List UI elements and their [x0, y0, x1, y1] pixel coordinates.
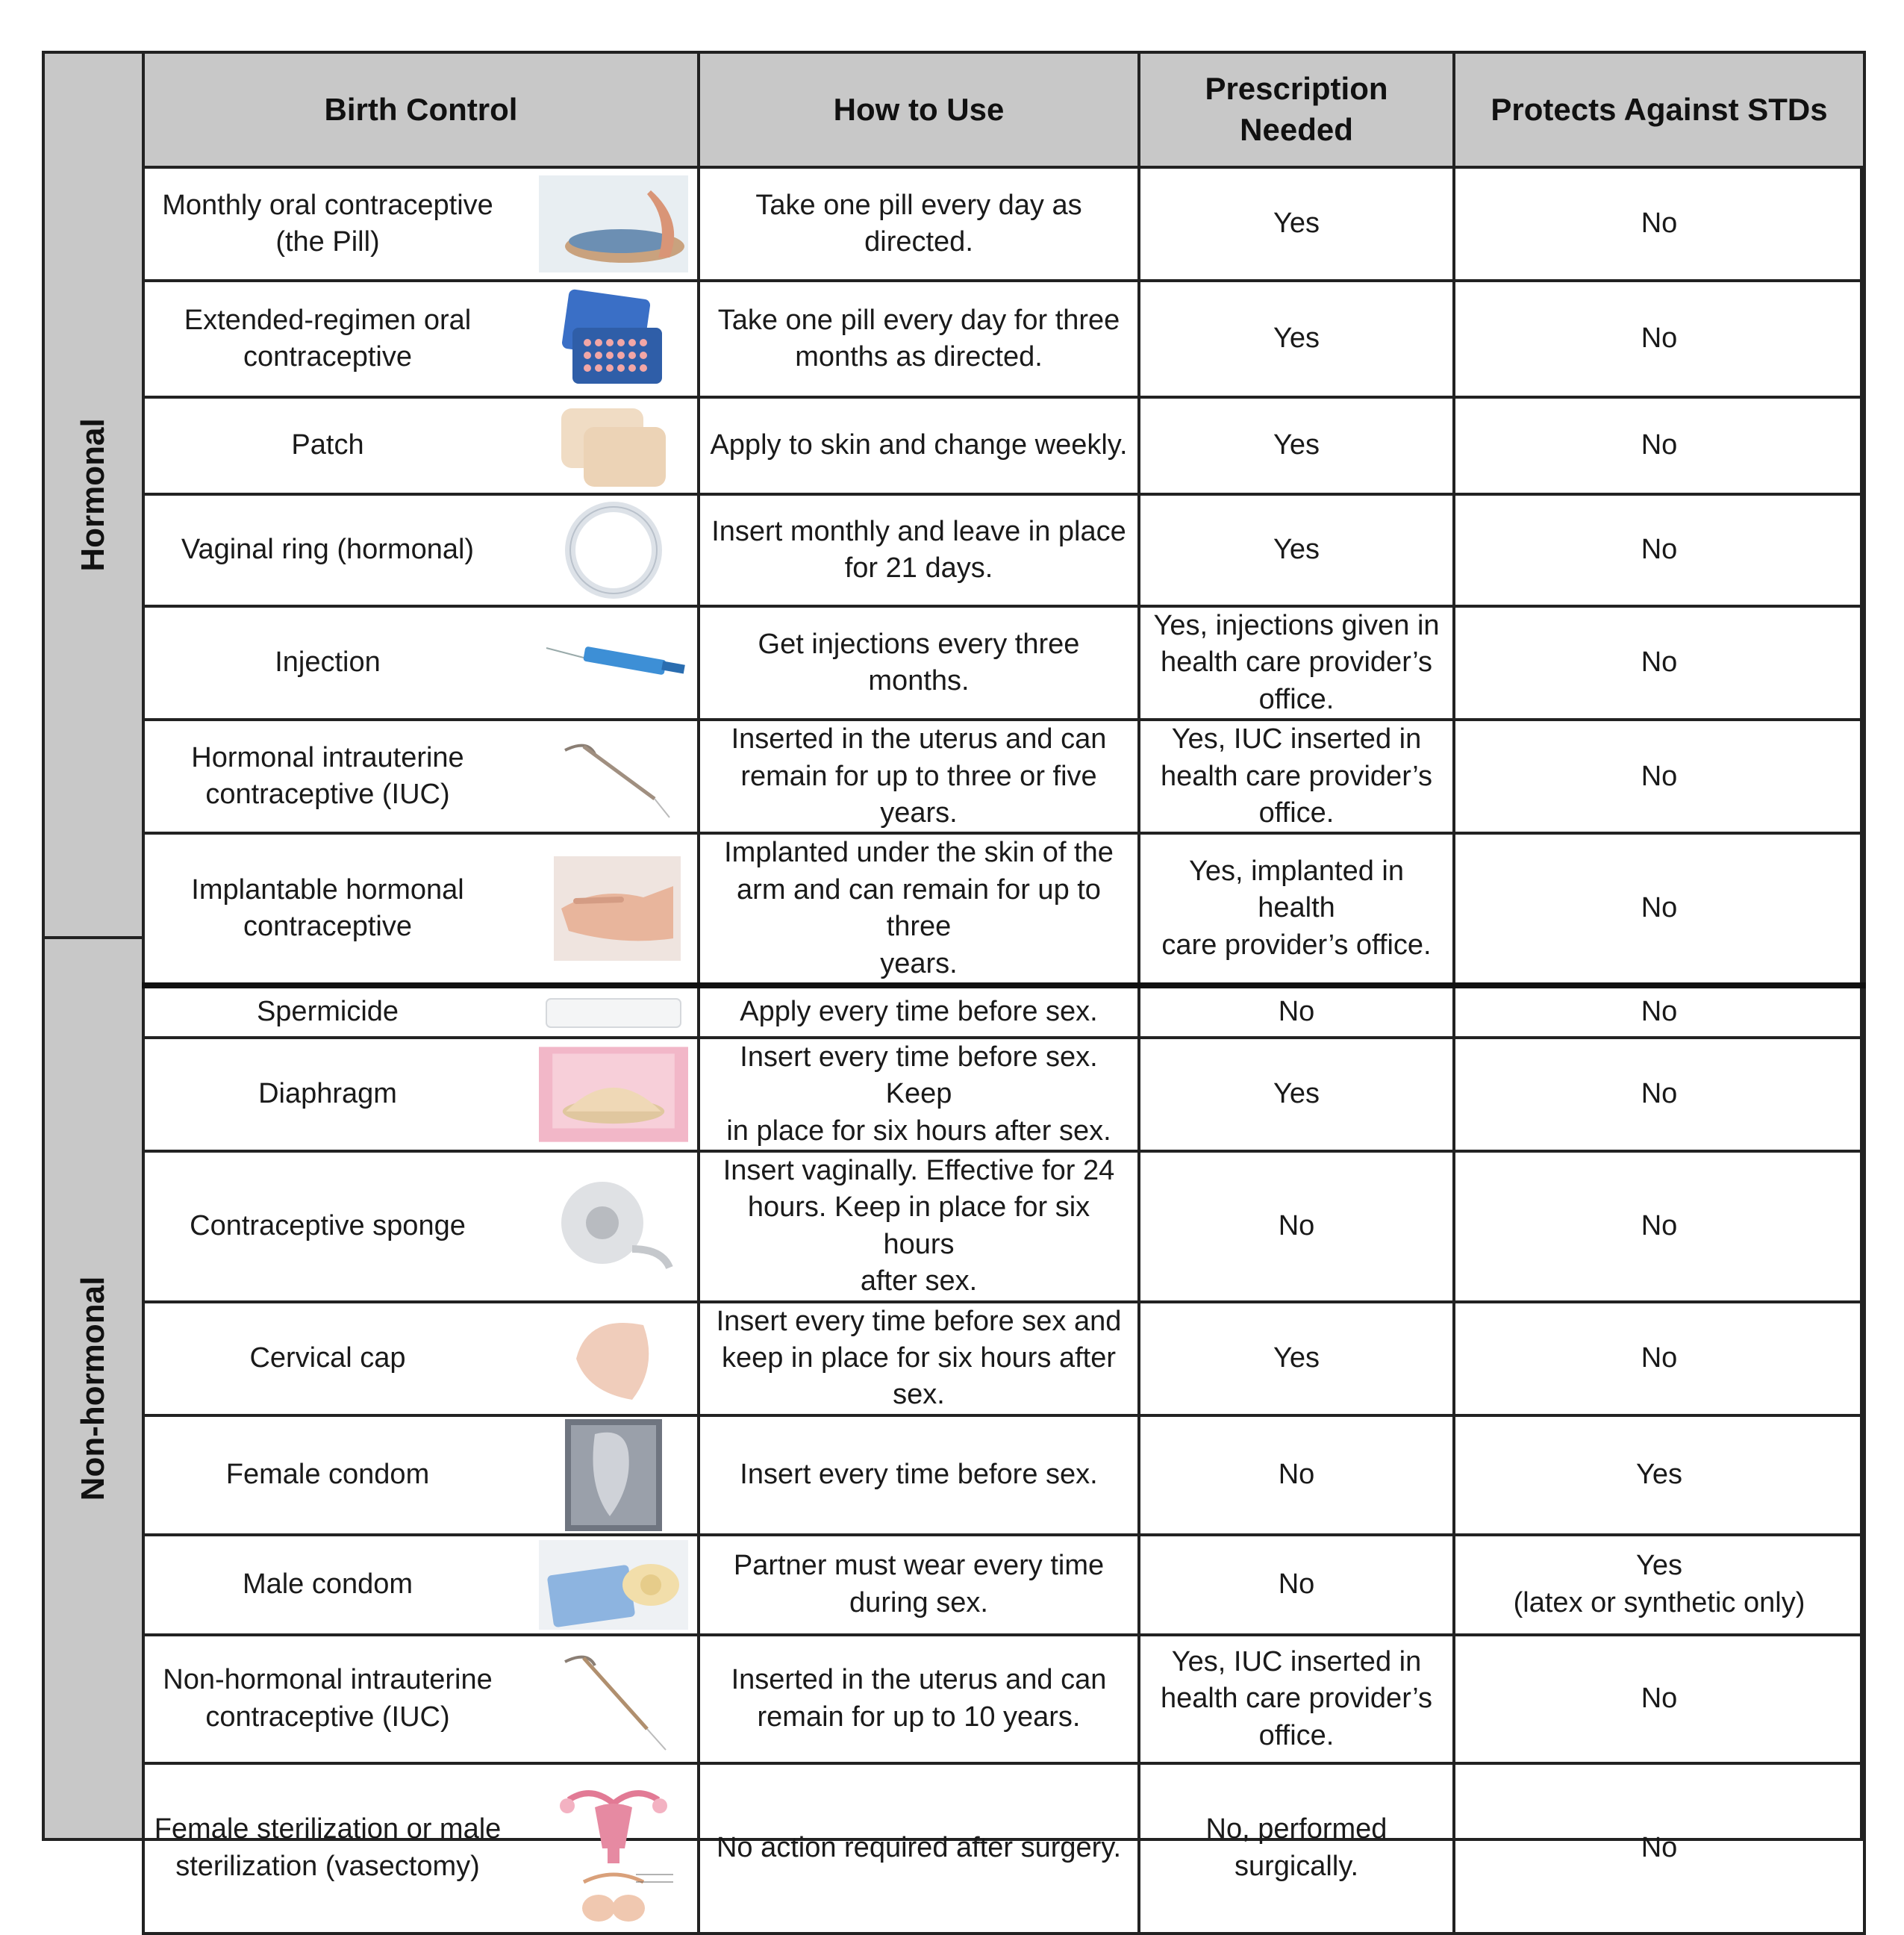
- std-cell: Yes: [1454, 1415, 1864, 1535]
- group-label-non-hormonal: Non-hormonal: [75, 1276, 111, 1501]
- prescription-cell: Yes, IUC inserted in health care provider’s office.: [1139, 720, 1454, 833]
- prescription-cell: Yes, IUC inserted in health care provider’s office.: [1139, 1635, 1454, 1763]
- prescription-cell: No: [1139, 1151, 1454, 1302]
- table-row: [143, 167, 1864, 281]
- table-row: [143, 720, 1864, 833]
- prescription-cell: Yes: [1139, 1302, 1454, 1415]
- method-name: Female condom: [225, 1459, 430, 1491]
- std-cell: Yes (latex or synthetic only): [1454, 1535, 1864, 1635]
- std-cell: No: [1454, 494, 1864, 606]
- table-row: [143, 281, 1864, 397]
- prescription-cell: No: [1139, 1535, 1454, 1635]
- table-row: [143, 494, 1864, 606]
- how-to-use-cell: No action required after surgery.: [699, 1763, 1139, 1934]
- birth-control-table: [142, 51, 1866, 1935]
- cervical-cap-icon: [539, 1306, 688, 1411]
- pill-pack-icon: [539, 287, 688, 391]
- std-cell: No: [1454, 1635, 1864, 1763]
- how-to-use-cell: Insert vaginally. Effective for 24 hours. Keep in place for six hours after sex.: [699, 1151, 1139, 1302]
- method-name: Cervical cap: [249, 1342, 406, 1374]
- prescription-cell: Yes: [1139, 167, 1454, 281]
- table-row: [143, 1415, 1864, 1535]
- syringe-icon: [539, 629, 688, 697]
- method-name: Implantable hormonal contraceptive: [191, 873, 464, 943]
- std-cell: No: [1454, 1763, 1864, 1934]
- how-to-use-cell: Insert monthly and leave in place for 21 days.: [699, 494, 1139, 606]
- method-name: Female sterilization or male sterilization (vasectomy): [154, 1813, 502, 1882]
- table-row: [143, 397, 1864, 494]
- prescription-cell: Yes: [1139, 397, 1454, 494]
- table-row: [143, 1038, 1864, 1151]
- prescription-cell: Yes: [1139, 281, 1454, 397]
- method-name: Extended-regimen oral contraceptive: [184, 304, 472, 373]
- std-cell: No: [1454, 833, 1864, 985]
- std-cell: No: [1454, 720, 1864, 833]
- female-condom-icon: [539, 1419, 688, 1531]
- how-to-use-cell: Take one pill every day for three months as directed.: [699, 281, 1139, 397]
- anatomy-diagram-icon: [539, 1770, 688, 1927]
- method-name: Vaginal ring (hormonal): [181, 534, 475, 566]
- table-row: [143, 985, 1864, 1038]
- table-row: [143, 606, 1864, 720]
- group-label-hormonal: Hormonal: [75, 418, 111, 572]
- std-cell: No: [1454, 985, 1864, 1038]
- header-row: [143, 52, 1864, 167]
- how-to-use-cell: Get injections every three months.: [699, 606, 1139, 720]
- how-to-use-cell: Insert every time before sex.: [699, 1415, 1139, 1535]
- method-name: Diaphragm: [258, 1078, 397, 1110]
- std-cell: No: [1454, 167, 1864, 281]
- tube-icon: [539, 990, 688, 1035]
- prescription-cell: Yes: [1139, 1038, 1454, 1151]
- how-to-use-cell: Inserted in the uterus and can remain for up to three or five years.: [699, 720, 1139, 833]
- table-row: [143, 1535, 1864, 1635]
- male-condom-icon: [539, 1540, 688, 1630]
- method-name: Contraceptive sponge: [190, 1210, 466, 1242]
- header-birth-control: Birth Control: [143, 52, 699, 167]
- std-cell: No: [1454, 1038, 1864, 1151]
- how-to-use-cell: Implanted under the skin of the arm and can remain for up to three years.: [699, 833, 1139, 985]
- prescription-cell: Yes: [1139, 494, 1454, 606]
- how-to-use-cell: Insert every time before sex. Keep in place for six hours after sex.: [699, 1038, 1139, 1151]
- how-to-use-cell: Take one pill every day as directed.: [699, 167, 1139, 281]
- header-std: Protects Against STDs: [1454, 52, 1864, 167]
- how-to-use-cell: Inserted in the uterus and can remain for up to 10 years.: [699, 1635, 1139, 1763]
- prescription-cell: No: [1139, 1415, 1454, 1535]
- method-name: Non-hormonal intrauterine contraceptive (IUC): [163, 1664, 493, 1733]
- ring-icon: [539, 498, 688, 602]
- table-row: [143, 1635, 1864, 1763]
- table-row: [143, 1302, 1864, 1415]
- prescription-cell: No: [1139, 985, 1454, 1038]
- header-prescription: Prescription Needed: [1139, 52, 1454, 167]
- method-name: Hormonal intrauterine contraceptive (IUC): [191, 741, 464, 811]
- method-name: Monthly oral contraceptive (the Pill): [162, 189, 493, 258]
- how-to-use-cell: Insert every time before sex and keep in place for six hours after sex.: [699, 1302, 1139, 1415]
- std-cell: No: [1454, 606, 1864, 720]
- table-row: [143, 833, 1864, 985]
- group-non-hormonal: [42, 936, 145, 1841]
- header-how-to-use: How to Use: [699, 52, 1139, 167]
- prescription-cell: No, performed surgically.: [1139, 1763, 1454, 1934]
- method-name: Patch: [291, 429, 364, 461]
- pill-compact-icon: [539, 175, 688, 272]
- iud-copper-icon: [539, 1647, 688, 1751]
- sponge-icon: [539, 1174, 688, 1279]
- method-name: Injection: [275, 646, 381, 679]
- iud-icon: [539, 732, 688, 821]
- how-to-use-cell: Apply every time before sex.: [699, 985, 1139, 1038]
- method-name: Male condom: [242, 1568, 413, 1601]
- patch-icon: [539, 401, 688, 490]
- how-to-use-cell: Partner must wear every time during sex.: [699, 1535, 1139, 1635]
- table-row: [143, 1151, 1864, 1302]
- diaphragm-icon: [539, 1042, 688, 1147]
- std-cell: No: [1454, 1151, 1864, 1302]
- how-to-use-cell: Apply to skin and change weekly.: [699, 397, 1139, 494]
- table-row: [143, 1763, 1864, 1934]
- std-cell: No: [1454, 1302, 1864, 1415]
- std-cell: No: [1454, 397, 1864, 494]
- std-cell: No: [1454, 281, 1864, 397]
- group-hormonal: [42, 51, 145, 939]
- prescription-cell: Yes, implanted in health care provider’s office.: [1139, 833, 1454, 985]
- implant-arm-icon: [539, 856, 688, 961]
- prescription-cell: Yes, injections given in health care provider’s office.: [1139, 606, 1454, 720]
- method-name: Spermicide: [256, 996, 399, 1028]
